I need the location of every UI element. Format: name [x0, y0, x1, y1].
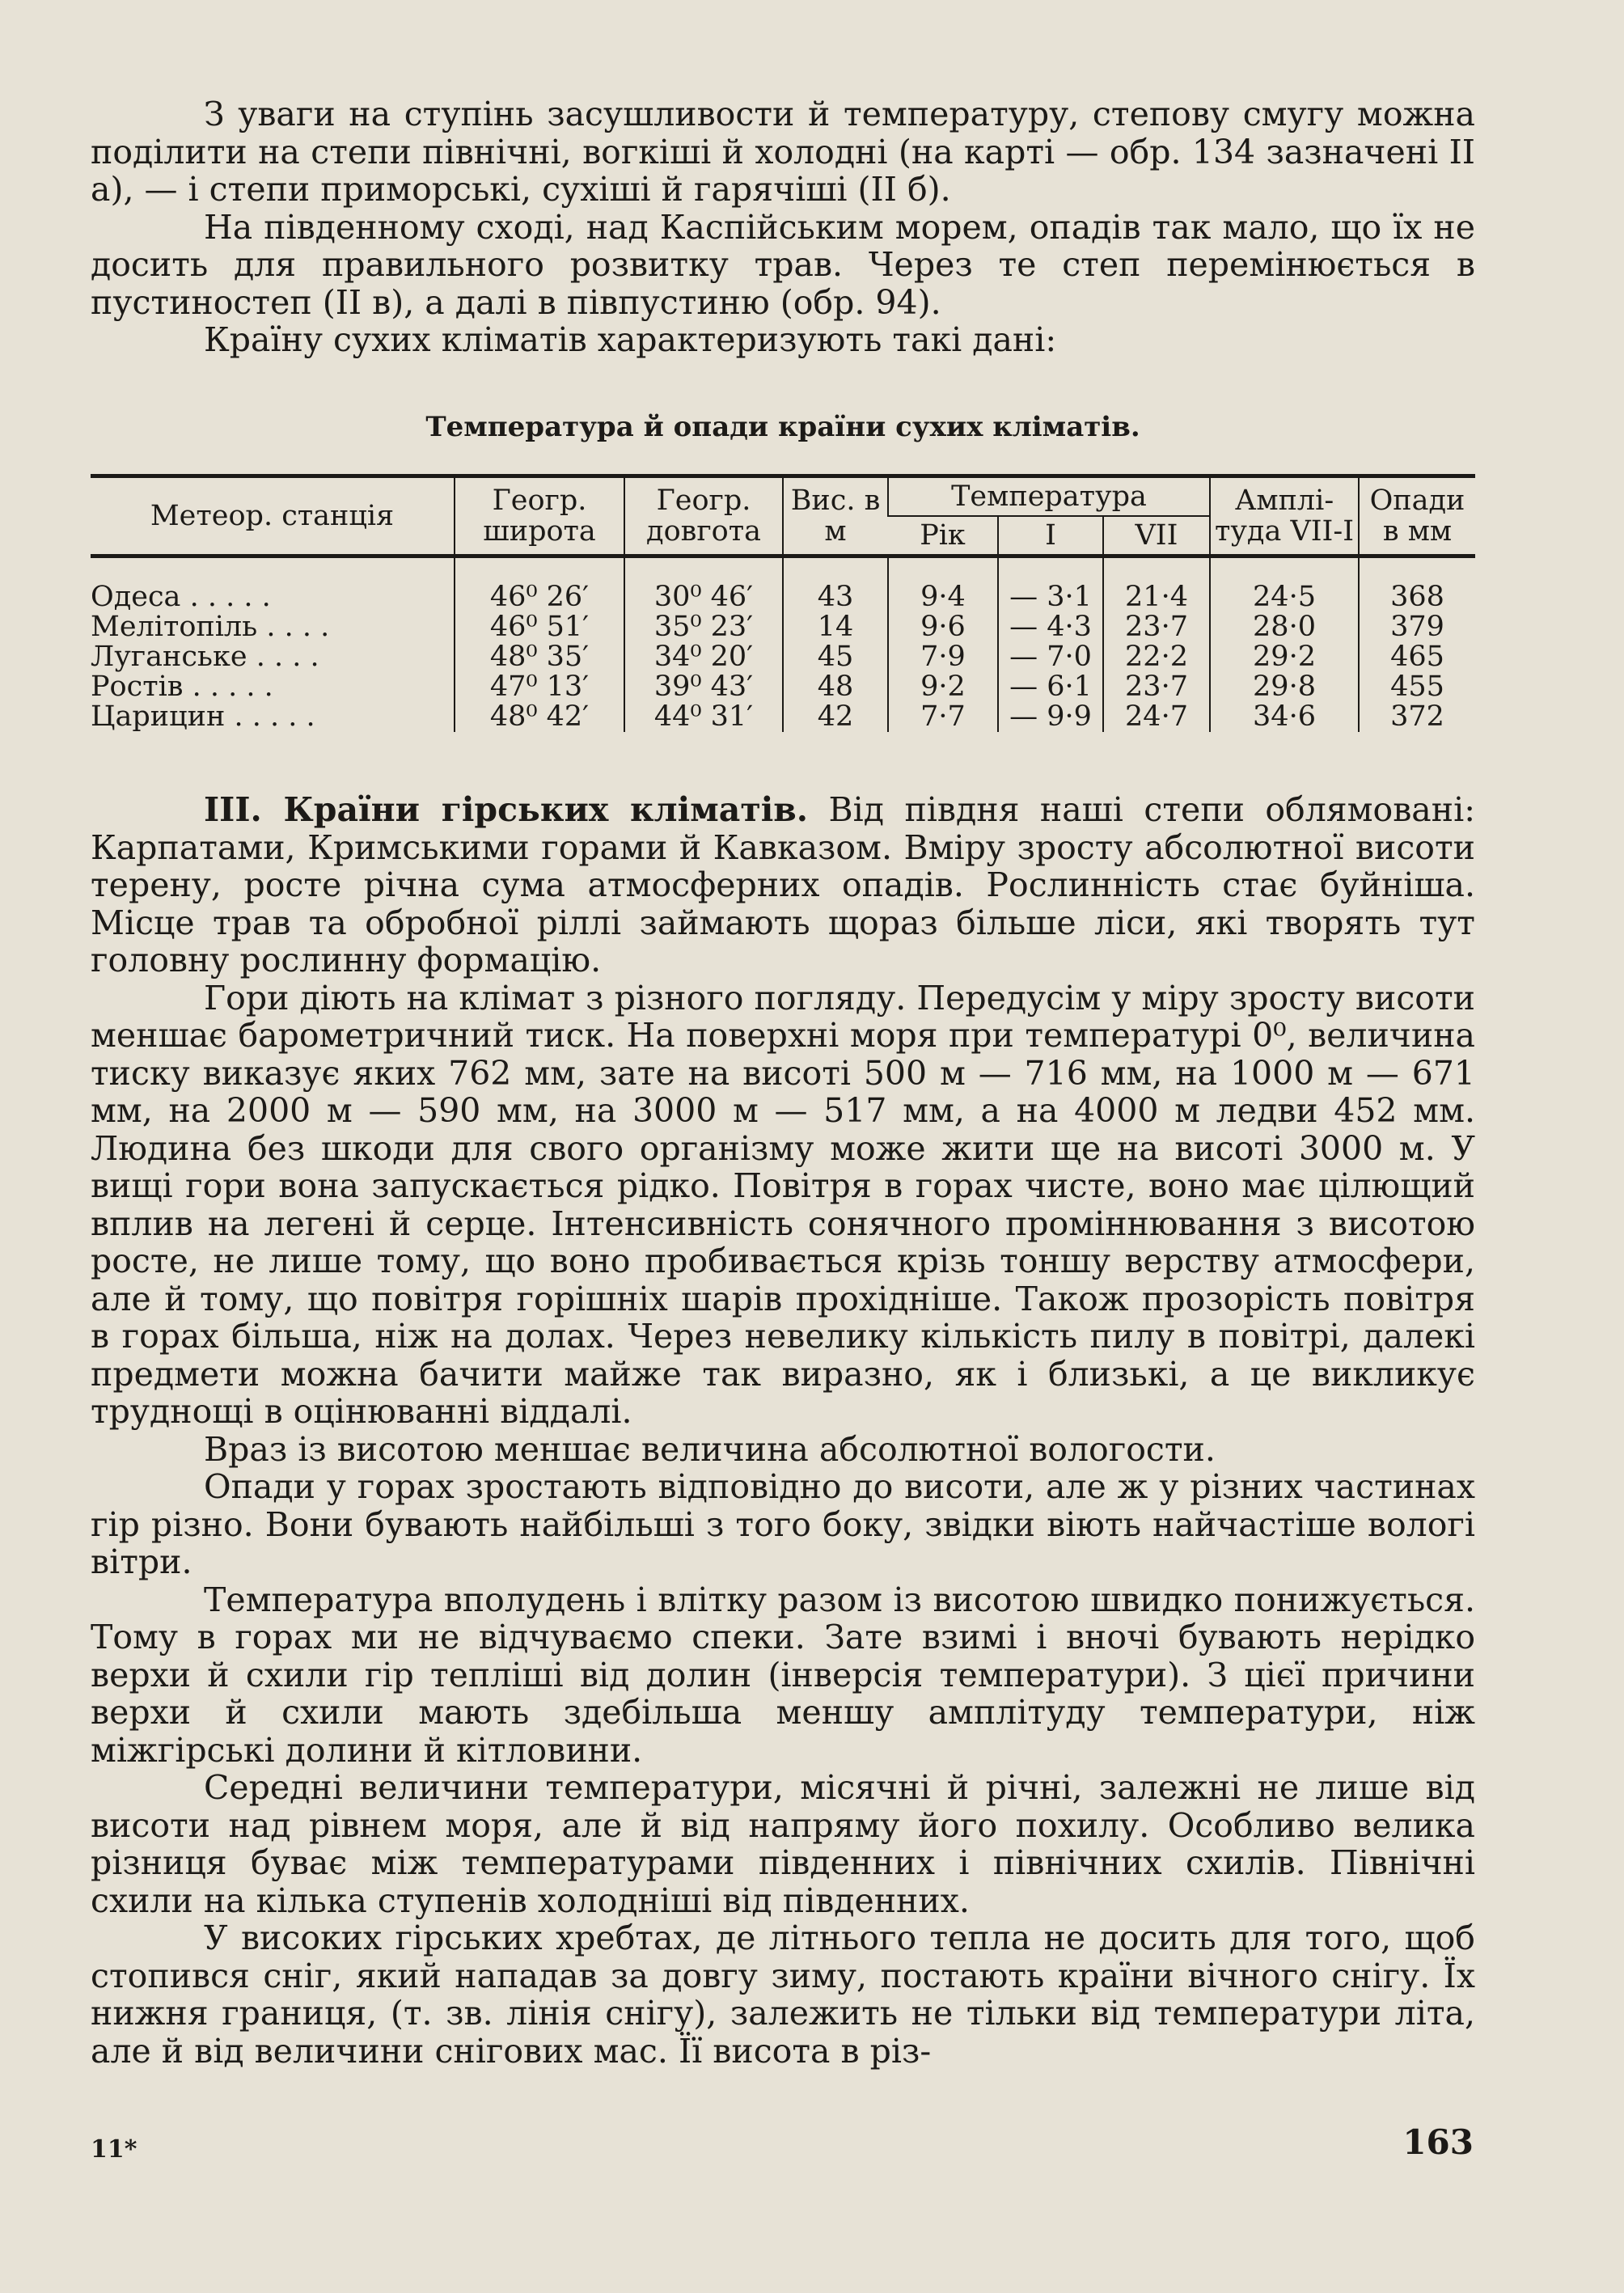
precipitation-cell: 372 [1359, 702, 1475, 732]
table-row [91, 582, 1475, 612]
leader-dots: . . . . . [189, 581, 271, 613]
temp-jan-cell: — 4·3 [998, 612, 1103, 642]
temp-year-cell: 7·9 [888, 642, 998, 672]
temp-year-cell: 7·7 [888, 702, 998, 732]
table-row [91, 702, 1475, 732]
latitude-cell: 46⁰ 26′ [455, 582, 624, 612]
precipitation-cell: 455 [1359, 672, 1475, 702]
paragraph: З уваги на ступінь засушливости й температуру, степову смугу можна поділити на степи північні, вогкіші й холодні (на карті — обр. 134 зазначені II а), — і степи приморські, сухіші й гарячіші (II б). [91, 95, 1475, 209]
amplitude-cell: 24·5 [1210, 582, 1359, 612]
header-altitude: Вис. в м [783, 476, 888, 556]
temp-jul-cell: 23·7 [1103, 612, 1210, 642]
amplitude-cell: 28·0 [1210, 612, 1359, 642]
station-cell [91, 642, 455, 672]
section-heading: III. Країни гірських кліматів. [204, 790, 809, 829]
amplitude-cell: 29·2 [1210, 642, 1359, 672]
paragraph: Середні величини температури, місячні й річні, залежні не лише від висоти над рівнем моря, але й від напряму його похилу. Особливо велика різниця буває між температурами південних і північних схилів. Північні схили на кілька ступенів холодніші від південних. [91, 1768, 1475, 1920]
precipitation-cell: 379 [1359, 612, 1475, 642]
longitude-cell: 44⁰ 31′ [624, 702, 783, 732]
paragraph: Країну сухих кліматів характеризують такі дані: [204, 320, 1057, 359]
station-cell [91, 582, 455, 612]
latitude-cell: 48⁰ 42′ [455, 702, 624, 732]
longitude-cell: 35⁰ 23′ [624, 612, 783, 642]
station-name: Одеса [91, 581, 181, 613]
station-name: Царицин [91, 700, 226, 733]
longitude-cell: 39⁰ 43′ [624, 672, 783, 702]
paragraph: Гори діють на клімат з різного погляду. Передусім у міру зросту висоти меншає барометричний тиск. На поверхні моря при температурі 0⁰, величина тиску виказує яких 762 мм, зате на висоті 500 м — 716 мм, на 1000 м — 671 мм, на 2000 м — 590 мм, на 3000 м — 517 мм, а на 4000 м ледви 452 мм. Людина без шкоди для свого організму може жити ще на висоті 3000 м. У вищі гори вона запускається рідко. Повітря в горах чисте, воно має цілющий вплив на легені й серце. Інтенсивність сонячного проміннювання з висотою росте, не лише тому, що воно пробивається крізь тоншу верству атмосфери, але й тому, що повітря горішніх шарів прохідніше. Також прозорість повітря в горах більша, ніж на долах. Через невелику кількість пилу в повітрі, далекі предмети можна бачити майже так виразно, як і близькі, а це викликує труднощі в оцінюванні віддалі. [91, 978, 1475, 1431]
paragraph: Опади у горах зростають відповідно до висоти, але ж у різних частинах гір різно. Вони бувають найбільші з того боку, звідки віють найчастіше вологі вітри. [91, 1467, 1475, 1581]
paragraph: На південному сході, над Каспійським морем, опадів так мало, що їх не досить для правильного розвитку трав. Через те степ перемінюється в пустиностеп (II в), а далі в півпустиню (обр. 94). [91, 207, 1475, 322]
section-intro-text: Від півдня наші степи облямовані: Карпатами, Кримськими горами й Кавказом. Вміру зросту абсолютної висоти терену, росте річна сума атмосферних опадів. Рослинність стає буйніша. Місце трав та обробної ріллі займають щораз більше ліси, які творять тут головну рослинну формацію. [91, 790, 1476, 979]
table-row [91, 612, 1475, 642]
temp-year-cell: 9·4 [888, 582, 998, 612]
paragraph: Температура вполудень і влітку разом із висотою швидко понижується. Тому в горах ми не відчуваємо спеки. Зате взимі і вночі бувають нерідко верхи й схили гір тепліші від долин (інверсія температури). З цієї причини верхи й схили мають здебільша меншу амплітуду температури, ніж міжгірські долини й кітловини. [91, 1580, 1475, 1770]
header-temp-jul: VII [1103, 516, 1210, 556]
climate-table [91, 474, 1475, 732]
section-intro-paragraph [91, 791, 1475, 979]
latitude-cell: 47⁰ 13′ [455, 672, 624, 702]
climate-table-wrapper [91, 474, 1475, 732]
station-name: Мелітопіль [91, 611, 258, 643]
latitude-cell: 46⁰ 51′ [455, 612, 624, 642]
temp-jan-cell: — 7·0 [998, 642, 1103, 672]
header-longitude: Геогр. довгота [624, 476, 783, 556]
temp-jan-cell: — 3·1 [998, 582, 1103, 612]
leader-dots: . . . . [266, 611, 330, 643]
table-caption: Температура й опади країни сухих кліматів. [425, 411, 1140, 443]
header-temp-jan: I [998, 516, 1103, 556]
header-latitude: Геогр. широта [455, 476, 624, 556]
longitude-cell: 30⁰ 46′ [624, 582, 783, 612]
altitude-cell: 45 [783, 642, 888, 672]
leader-dots: . . . . . [192, 671, 273, 703]
temp-jul-cell: 21·4 [1103, 582, 1210, 612]
table-body [91, 556, 1475, 733]
amplitude-cell: 34·6 [1210, 702, 1359, 732]
header-station: Метеор. станція [150, 500, 395, 532]
intro-text [91, 95, 1475, 359]
page-number: 163 [1402, 2122, 1474, 2162]
altitude-cell: 48 [783, 672, 888, 702]
station-cell [91, 612, 455, 642]
station-cell [91, 672, 455, 702]
header-precipitation: Опади в мм [1359, 476, 1475, 556]
longitude-cell: 34⁰ 20′ [624, 642, 783, 672]
header-temp-year: Рік [888, 516, 998, 556]
precipitation-cell: 368 [1359, 582, 1475, 612]
paragraph: У високих гірських хребтах, де літнього тепла не досить для того, щоб стопився сніг, який нападав за довгу зиму, постають країни вічного снігу. Їх нижня границя, (т. зв. лінія снігу), залежить не тільки від температури літа, але й від величини снігових мас. Її висота в різ- [91, 1919, 1475, 2071]
temp-jan-cell: — 6·1 [998, 672, 1103, 702]
temp-jan-cell: — 9·9 [998, 702, 1103, 732]
precipitation-cell: 465 [1359, 642, 1475, 672]
header-temperature: Температура [888, 476, 1210, 517]
amplitude-cell: 29·8 [1210, 672, 1359, 702]
temp-year-cell: 9·6 [888, 612, 998, 642]
station-name: Ростів [91, 671, 184, 703]
paragraph: Враз із висотою меншає величина абсолютної вологости. [204, 1429, 1216, 1469]
table-header [91, 476, 1475, 556]
table-row [91, 642, 1475, 672]
leader-dots: . . . . [256, 641, 319, 673]
temp-jul-cell: 23·7 [1103, 672, 1210, 702]
temp-jul-cell: 24·7 [1103, 702, 1210, 732]
table-row [91, 672, 1475, 702]
altitude-cell: 43 [783, 582, 888, 612]
section-mountain-climates [91, 791, 1475, 2070]
latitude-cell: 48⁰ 35′ [455, 642, 624, 672]
signature-mark: 11* [91, 2135, 137, 2164]
station-name: Луганське [91, 641, 247, 673]
temp-year-cell: 9·2 [888, 672, 998, 702]
header-amplitude: Амплі-туда VII-I [1210, 476, 1359, 556]
altitude-cell: 14 [783, 612, 888, 642]
temp-jul-cell: 22·2 [1103, 642, 1210, 672]
station-cell [91, 702, 455, 732]
leader-dots: . . . . . [234, 700, 315, 733]
altitude-cell: 42 [783, 702, 888, 732]
